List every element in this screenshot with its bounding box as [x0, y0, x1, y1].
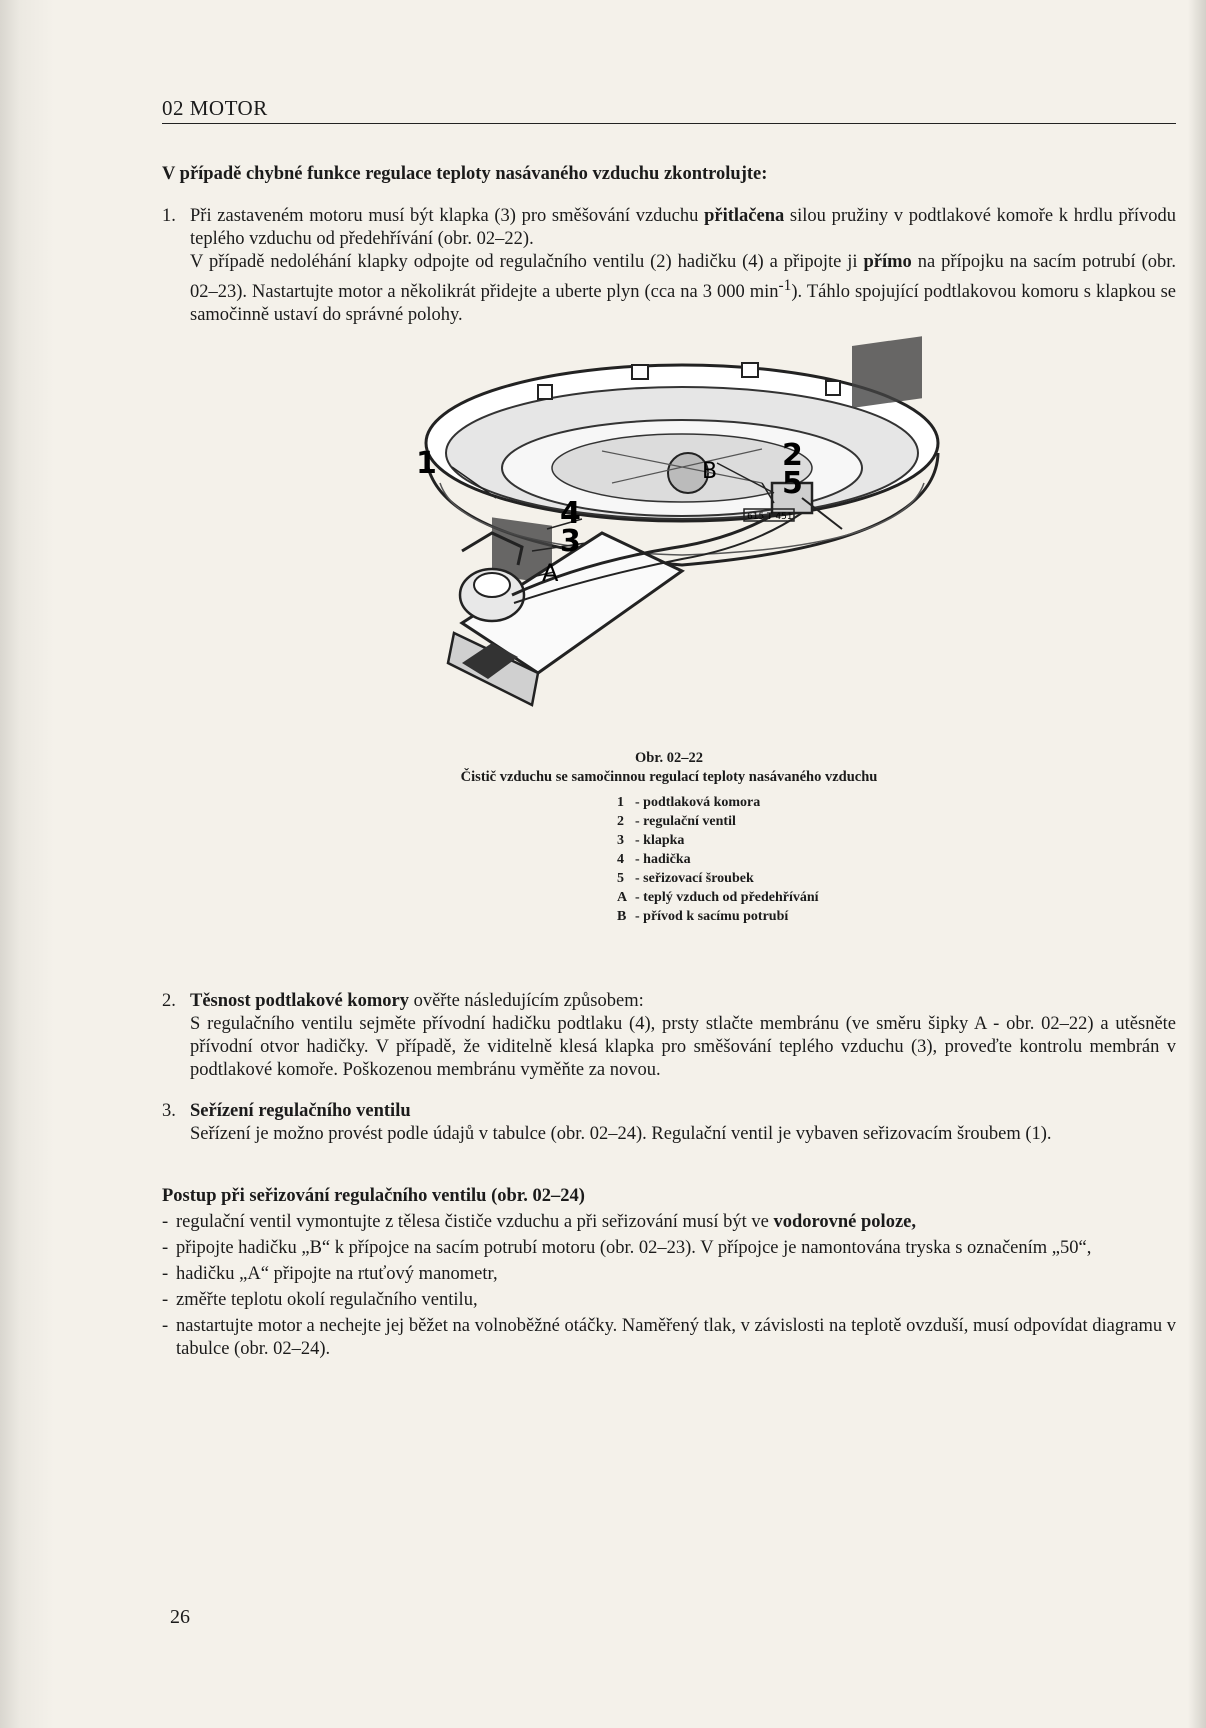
item-number: 3. [162, 1101, 176, 1122]
callout-b: B [702, 459, 718, 485]
item-1-paragraph-2: V případě nedoléhání klapky odpojte od regulačního ventilu (2) hadičku (4) a připojte ji přímo na přípojku na sacím potrubí (obr. 02–23). Nastartujte motor a několikrát přidejte a uberte plyn (cca na 3 000 $\min^{-1}$). Táhlo spojující podtlakovou komoru s klapkou se samočinně ustaví do správné polohy. [190, 252, 1177, 326]
list-item: - nastartujte motor a nechejte jej běžet na volnoběžné otáčky. Naměřený tlak, v závislosti na teplotě ovzduší, musí odpovídat diagramu v tabulce (obr. 02–24). [162, 1316, 1176, 1360]
callout-a: A [542, 559, 559, 588]
item-number: 2. [162, 991, 176, 1012]
legend-row: A - teplý vzduch od předehřívání [617, 890, 819, 906]
legend-row: 3 - klapka [617, 833, 685, 849]
list-item: - změřte teplotu okolí regulačního ventilu, [162, 1290, 478, 1311]
callout-2: 2 [782, 438, 803, 474]
procedure-heading: Postup při seřizování regulačního ventilu (obr. 02–24) [162, 1186, 585, 1207]
figure-air-cleaner [162, 333, 1176, 749]
check-item-1 [162, 205, 1176, 327]
figure-code: 615 T 451 [747, 512, 793, 523]
legend-row: 2 - regulační ventil [617, 814, 736, 830]
item-2-body: S regulačního ventilu sejměte přívodní hadičku podtlaku (4), prsty stlačte membránu (ve směru šipky A - obr. 02–22) a utěsněte přívodní otvor hadičky. V případě, že viditelně klesá klapka pro směšování teplého vzduchu (3), proveďte kontrolu membrán v podtlakové komoře. Poškozenou membránu vyměňte za novou. [190, 1014, 1176, 1081]
check-item-2 [162, 990, 1176, 1082]
legend-row: B - přívod k sacímu potrubí [617, 909, 789, 925]
check-item-3 [162, 1100, 1176, 1146]
air-cleaner-illustration [162, 333, 1176, 749]
legend-row: 4 - hadička [617, 852, 691, 868]
callout-5: 5 [782, 466, 803, 502]
item-1-paragraph-1: Při zastaveném motoru musí být klapka (3) pro směšování vzduchu přitlačena silou pružiny v podtlakové komoře k hrdlu přívodu teplého vzduchu od předehřívání (obr. 02–22). [190, 206, 1176, 249]
list-item: - připojte hadičku „B“ k přípojce na sacím potrubí motoru (obr. 02–23). V přípojce je namontována tryska s označením „50“, [162, 1238, 1092, 1259]
callout-3: 3 [560, 524, 581, 560]
procedure-steps [162, 1211, 1176, 1361]
list-item: - regulační ventil vymontujte z tělesa čističe vzduchu a při seřizování musí být ve vodorovné poloze, [162, 1212, 916, 1233]
document-page [162, 96, 1176, 1364]
running-head: 02 MOTOR [162, 96, 1176, 124]
page-binding-edge [0, 0, 54, 1728]
item-number: 1. [162, 206, 176, 226]
figure-legend [617, 793, 897, 926]
item-3-title: Seřízení regulačního ventilu [190, 1101, 411, 1122]
page-right-edge [1188, 0, 1206, 1728]
callout-4: 4 [560, 496, 581, 532]
section-heading: V případě chybné funkce regulace teploty nasávaného vzduchu zkontrolujte: [162, 164, 768, 184]
legend-row: 5 - seřizovací šroubek [617, 871, 754, 887]
figure-number: Obr. 02–22 [635, 750, 703, 767]
page-number: 26 [170, 1606, 190, 1628]
legend-row: 1 - podtlaková komora [617, 795, 761, 811]
figure-caption: Čistič vzduchu se samočinnou regulací teploty nasávaného vzduchu [460, 769, 878, 786]
list-item: - hadičku „A“ připojte na rtuťový manometr, [162, 1264, 498, 1285]
item-2-title: Těsnost podtlakové komory ověřte následujícím způsobem: [190, 991, 644, 1012]
callout-1: 1 [416, 446, 437, 482]
item-3-body: Seřízení je možno provést podle údajů v tabulce (obr. 02–24). Regulační ventil je vybaven seřizovacím šroubem (1). [190, 1124, 1052, 1145]
